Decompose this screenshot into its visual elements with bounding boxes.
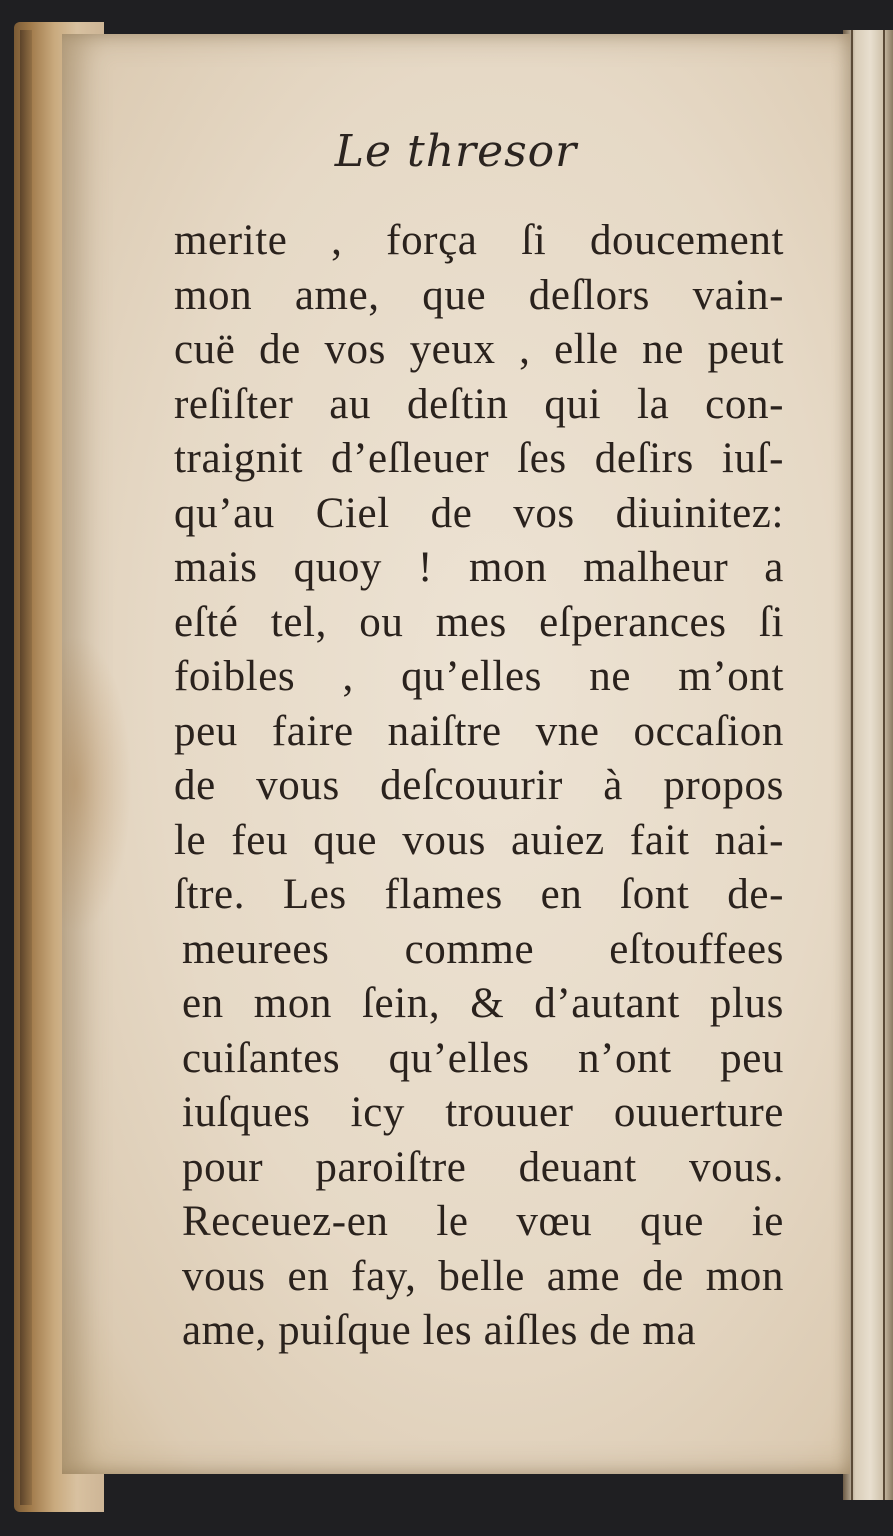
- text-line: traignit d’eſleuer ſes deſirs iuſ-: [174, 435, 784, 482]
- text-line: mais quoy ! mon malheur a: [174, 544, 784, 591]
- page-edge-line: [851, 30, 853, 1500]
- text-line: eſté tel, ou mes eſperances ſi: [174, 598, 784, 646]
- text-line: le feu que vous auiez fait nai-: [174, 816, 784, 864]
- text-line: peu faire naiſtre vne occaſion: [174, 707, 784, 755]
- body-text: [174, 214, 784, 1364]
- page-stain: [62, 634, 132, 934]
- text-line: ame, puiſque les aiſles de ma: [182, 1307, 697, 1354]
- text-line: vous en fay, belle ame de mon: [182, 1252, 784, 1300]
- text-line: cuë de vos yeux , elle ne peut: [174, 326, 784, 373]
- text-line: cuiſantes qu’elles n’ont peu: [182, 1034, 784, 1082]
- text-line: ſtre. Les flames en ſont de-: [174, 871, 784, 918]
- text-line: en mon ſein, & d’autant plus: [182, 980, 784, 1027]
- running-head: Le thresor: [334, 126, 578, 177]
- text-line: de vous deſcouurir à propos: [174, 762, 784, 809]
- text-line: foibles , qu’elles ne m’ont: [174, 653, 784, 700]
- text-line: merite , força ſi doucement: [174, 217, 784, 264]
- text-line: reſiſter au deſtin qui la con-: [174, 380, 784, 428]
- text-line: iuſques icy trouuer ouuerture: [182, 1089, 784, 1136]
- binding-shadow: [20, 30, 32, 1505]
- text-line: Receuez-en le vœu que ie: [182, 1198, 784, 1245]
- text-line: mon ame, que deſlors vain-: [174, 271, 784, 319]
- page-edges-right: [843, 30, 893, 1500]
- book-page: [62, 34, 850, 1474]
- text-line: meurees comme eſtouffees: [182, 925, 784, 973]
- page-edge-line: [883, 30, 885, 1500]
- text-line: pour paroiſtre deuant vous.: [182, 1143, 784, 1191]
- text-line: qu’au Ciel de vos diuinitez:: [174, 489, 784, 537]
